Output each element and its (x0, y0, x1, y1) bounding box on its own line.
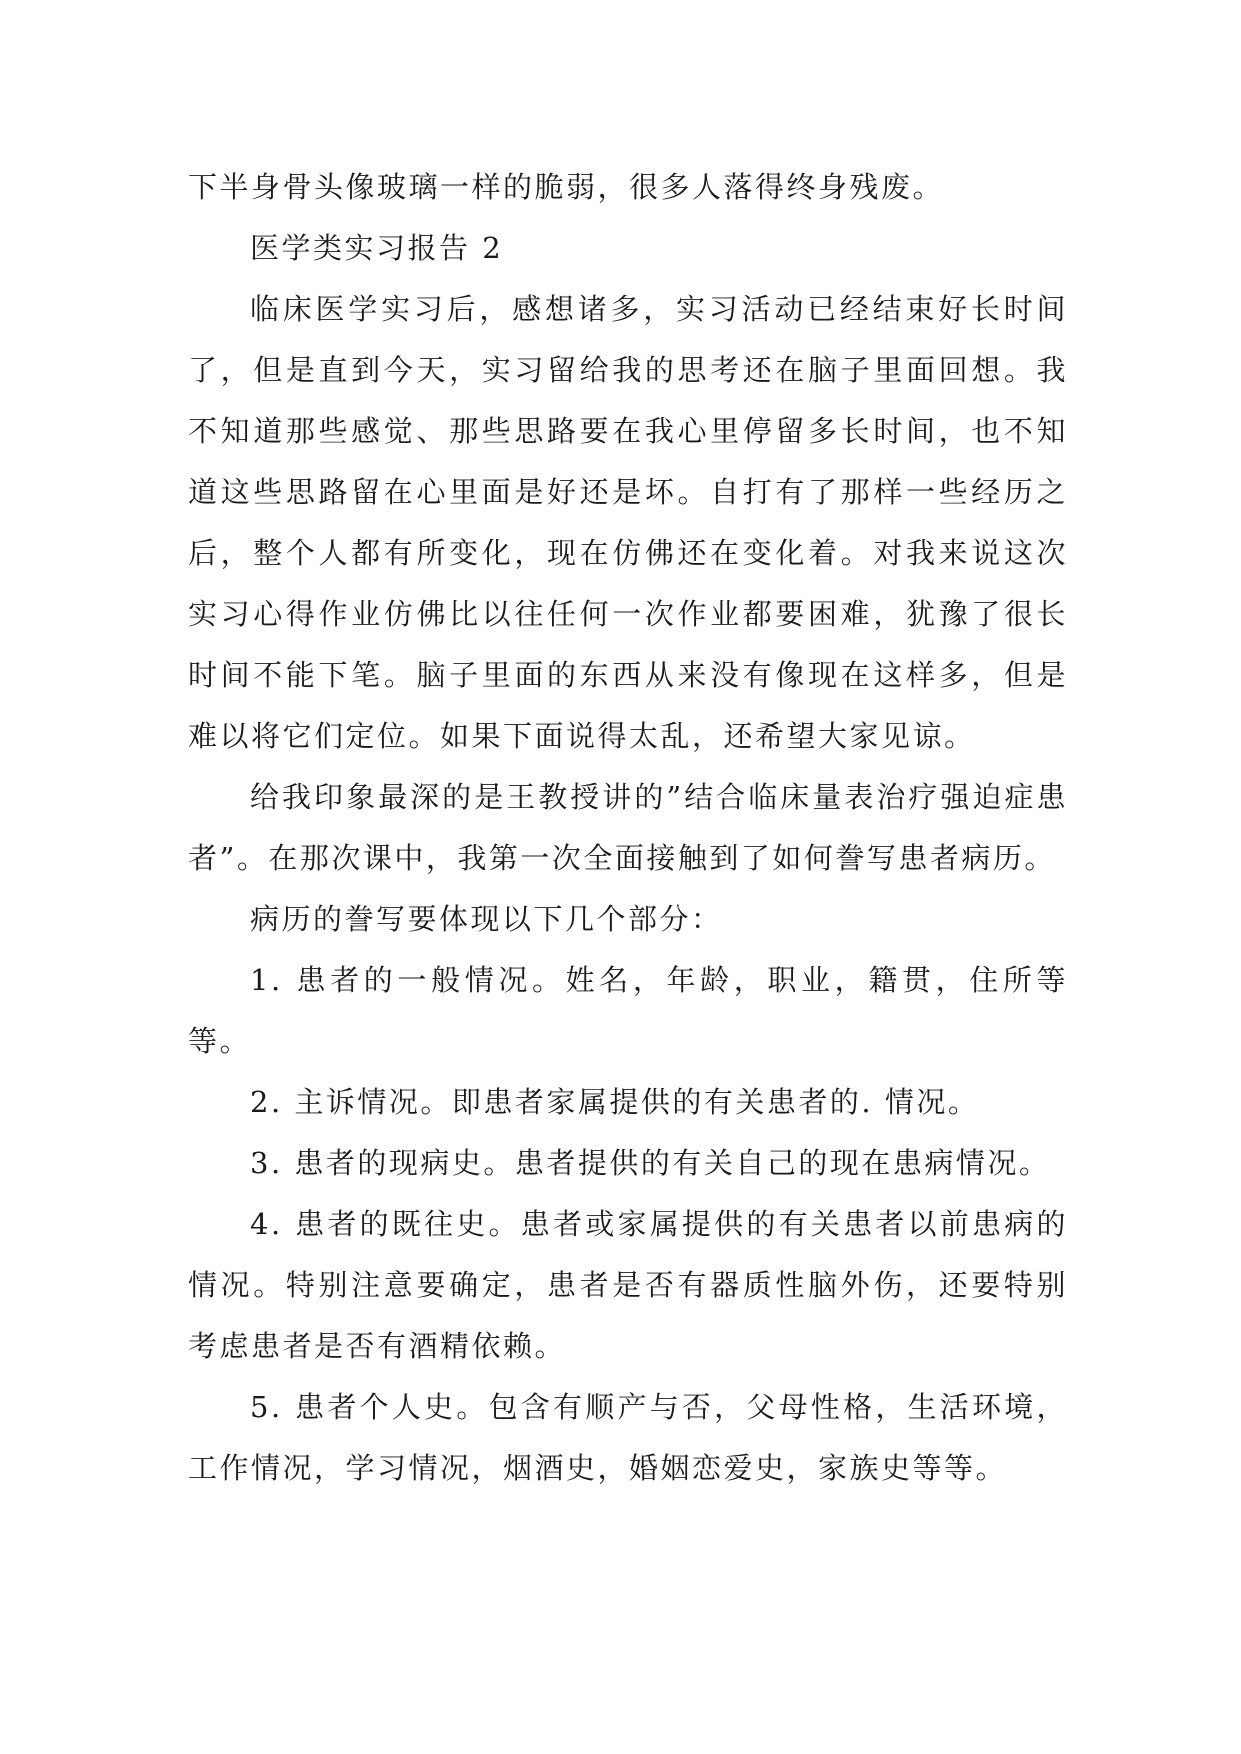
paragraph: 给我印象最深的是王教授讲的”结合临床量表治疗强迫症患者”。在那次课中，我第一次全面接触到了如何誊写患者病历。 (188, 780, 1068, 875)
paragraph: 临床医学实习后，感想诸多，实习活动已经结束好长时间了，但是直到今天，实习留给我的思考还在脑子里面回想。我不知道那些感觉、那些思路要在我心里停留多长时间，也不知道这些思路留在心里面是好还是坏。自打有了那样一些经历之后，整个人都有所变化，现在仿佛还在变化着。对我来说这次实习心得作业仿佛比以往任何一次作业都要困难，犹豫了很长时间不能下笔。脑子里面的东西从来没有像现在这样多，但是难以将它们定位。如果下面说得太乱，还希望大家见谅。 (188, 292, 1068, 753)
list-item: 5. 患者个人史。包含有顺产与否，父母性格，生活环境，工作情况，学习情况，烟酒史，婚姻恋爱史，家族史等等。 (188, 1390, 1068, 1485)
document-body (188, 157, 1068, 1499)
list-item: 3. 患者的现病史。患者提供的有关自己的现在患病情况。 (250, 1146, 1051, 1180)
list-item: 2. 主诉情况。即患者家属提供的有关患者的. 情况。 (250, 1085, 980, 1119)
paragraph: 病历的誊写要体现以下几个部分： (250, 902, 723, 936)
paragraph-continuation: 下半身骨头像玻璃一样的脆弱，很多人落得终身残废。 (188, 170, 945, 204)
list-item: 1. 患者的一般情况。姓名，年龄，职业，籍贯，住所等等。 (188, 963, 1068, 1058)
section-title: 医学类实习报告 2 (250, 231, 504, 265)
list-item: 4. 患者的既往史。患者或家属提供的有关患者以前患病的情况。特别注意要确定，患者是否有器质性脑外伤，还要特别考虑患者是否有酒精依赖。 (188, 1207, 1068, 1363)
